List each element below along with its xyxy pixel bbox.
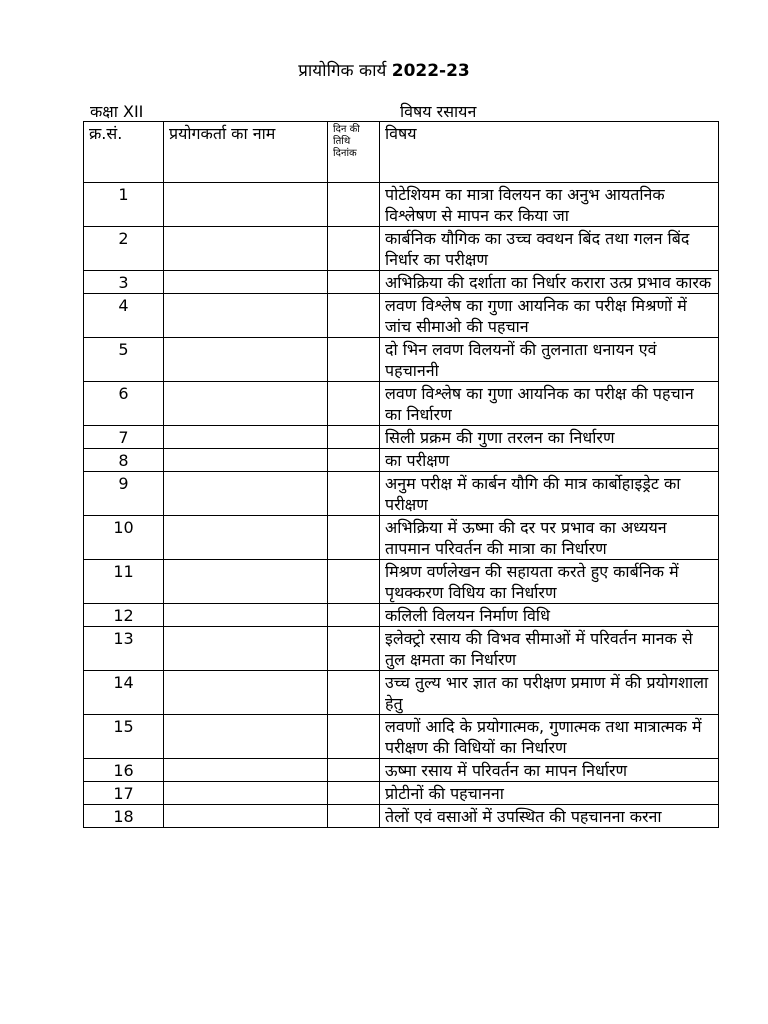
table-row — [84, 604, 719, 627]
class-label: कक्षा XII — [90, 102, 144, 121]
table-row — [84, 782, 719, 805]
table-row — [84, 715, 719, 759]
row-experimenter-name — [164, 449, 328, 472]
experiment-table — [83, 121, 719, 828]
row-topic: अनुम परीक्ष में कार्बन यौगि की मात्र कार्बोहाइड्रेट का परीक्षण — [380, 472, 719, 516]
row-date — [328, 449, 380, 472]
row-date — [328, 382, 380, 426]
row-experimenter-name — [164, 560, 328, 604]
header-topic: विषय — [380, 122, 719, 183]
row-topic: अभिक्रिया में ऊष्मा की दर पर प्रभाव का अध्ययन तापमान परिवर्तन की मात्रा का निर्धारण — [380, 516, 719, 560]
row-date — [328, 560, 380, 604]
row-date — [328, 805, 380, 828]
experiment-table-body — [84, 122, 719, 828]
table-row — [84, 382, 719, 426]
table-row — [84, 671, 719, 715]
row-date — [328, 627, 380, 671]
table-row — [84, 759, 719, 782]
row-experimenter-name — [164, 516, 328, 560]
table-row — [84, 338, 719, 382]
row-topic: पोटेशियम का मात्रा विलयन का अनुभ आयतनिक विश्लेषण से मापन कर किया जा — [380, 183, 719, 227]
header-date: दिन की तिथि दिनांक — [328, 122, 380, 183]
row-topic: तेलों एवं वसाओं में उपस्थित की पहचानना करना — [380, 805, 719, 828]
row-serial-number: 17 — [84, 782, 164, 805]
row-serial-number: 4 — [84, 294, 164, 338]
table-header-row — [84, 122, 719, 183]
row-date — [328, 715, 380, 759]
row-serial-number: 2 — [84, 227, 164, 271]
row-experimenter-name — [164, 671, 328, 715]
row-date — [328, 294, 380, 338]
table-row — [84, 294, 719, 338]
table-row — [84, 805, 719, 828]
row-experimenter-name — [164, 227, 328, 271]
row-date — [328, 472, 380, 516]
row-experimenter-name — [164, 426, 328, 449]
table-row — [84, 560, 719, 604]
row-topic: लवण विश्लेष का गुणा आयनिक का परीक्ष मिश्रणों में जांच सीमाओ की पहचान — [380, 294, 719, 338]
row-date — [328, 271, 380, 294]
row-experimenter-name — [164, 604, 328, 627]
row-topic: मिश्रण वर्णलेखन की सहायता करते हुए कार्बनिक में पृथक्करण विधिय का निर्धारण — [380, 560, 719, 604]
row-topic: सिली प्रक्रम की गुणा तरलन का निर्धारण — [380, 426, 719, 449]
row-date — [328, 671, 380, 715]
header-serial-number: क्र.सं. — [84, 122, 164, 183]
row-serial-number: 5 — [84, 338, 164, 382]
row-topic: लवण विश्लेष का गुणा आयनिक का परीक्ष की पहचान का निर्धारण — [380, 382, 719, 426]
row-serial-number: 6 — [84, 382, 164, 426]
row-experimenter-name — [164, 472, 328, 516]
row-serial-number: 14 — [84, 671, 164, 715]
row-serial-number: 11 — [84, 560, 164, 604]
row-topic: ऊष्मा रसाय में परिवर्तन का मापन निर्धारण — [380, 759, 719, 782]
header-experimenter-name: प्रयोगकर्ता का नाम — [164, 122, 328, 183]
row-experimenter-name — [164, 782, 328, 805]
title-year: 2022-23 — [391, 61, 470, 81]
table-row — [84, 426, 719, 449]
row-topic: उच्च तुल्य भार ज्ञात का परीक्षण प्रमाण में की प्रयोगशाला हेतु — [380, 671, 719, 715]
row-experimenter-name — [164, 382, 328, 426]
row-date — [328, 338, 380, 382]
row-date — [328, 604, 380, 627]
row-experimenter-name — [164, 759, 328, 782]
row-date — [328, 426, 380, 449]
row-topic: लवणों आदि के प्रयोगात्मक, गुणात्मक तथा मात्रात्मक में परीक्षण की विधियों का निर्धारण — [380, 715, 719, 759]
row-topic: दो भिन लवण विलयनों की तुलनाता धनायन एवं पहचाननी — [380, 338, 719, 382]
row-date — [328, 516, 380, 560]
row-experimenter-name — [164, 338, 328, 382]
row-serial-number: 10 — [84, 516, 164, 560]
row-topic: का परीक्षण — [380, 449, 719, 472]
table-row — [84, 271, 719, 294]
row-serial-number: 16 — [84, 759, 164, 782]
row-experimenter-name — [164, 805, 328, 828]
row-date — [328, 759, 380, 782]
row-date — [328, 782, 380, 805]
table-row — [84, 472, 719, 516]
table-row — [84, 627, 719, 671]
row-topic: प्रोटीनों की पहचानना — [380, 782, 719, 805]
row-serial-number: 9 — [84, 472, 164, 516]
row-serial-number: 8 — [84, 449, 164, 472]
row-date — [328, 227, 380, 271]
table-row — [84, 227, 719, 271]
row-experimenter-name — [164, 271, 328, 294]
row-experimenter-name — [164, 627, 328, 671]
subject-label: विषय रसायन — [400, 102, 477, 121]
title-text: प्रायोगिक कार्य — [298, 61, 387, 81]
row-serial-number: 18 — [84, 805, 164, 828]
row-topic: कलिली विलयन निर्माण विधि — [380, 604, 719, 627]
document-title — [0, 58, 768, 81]
row-experimenter-name — [164, 294, 328, 338]
table-row — [84, 449, 719, 472]
row-date — [328, 183, 380, 227]
row-serial-number: 3 — [84, 271, 164, 294]
row-topic: कार्बनिक यौगिक का उच्च क्वथन बिंद तथा गलन बिंद निर्धार का परीक्षण — [380, 227, 719, 271]
table-row — [84, 516, 719, 560]
row-topic: अभिक्रिया की दर्शाता का निर्धार करारा उत्प्र प्रभाव कारक — [380, 271, 719, 294]
row-experimenter-name — [164, 183, 328, 227]
row-serial-number: 12 — [84, 604, 164, 627]
row-serial-number: 7 — [84, 426, 164, 449]
row-serial-number: 1 — [84, 183, 164, 227]
row-experimenter-name — [164, 715, 328, 759]
row-topic: इलेक्ट्रो रसाय की विभव सीमाओं में परिवर्तन मानक से तुल क्षमता का निर्धारण — [380, 627, 719, 671]
table-row — [84, 183, 719, 227]
row-serial-number: 15 — [84, 715, 164, 759]
row-serial-number: 13 — [84, 627, 164, 671]
